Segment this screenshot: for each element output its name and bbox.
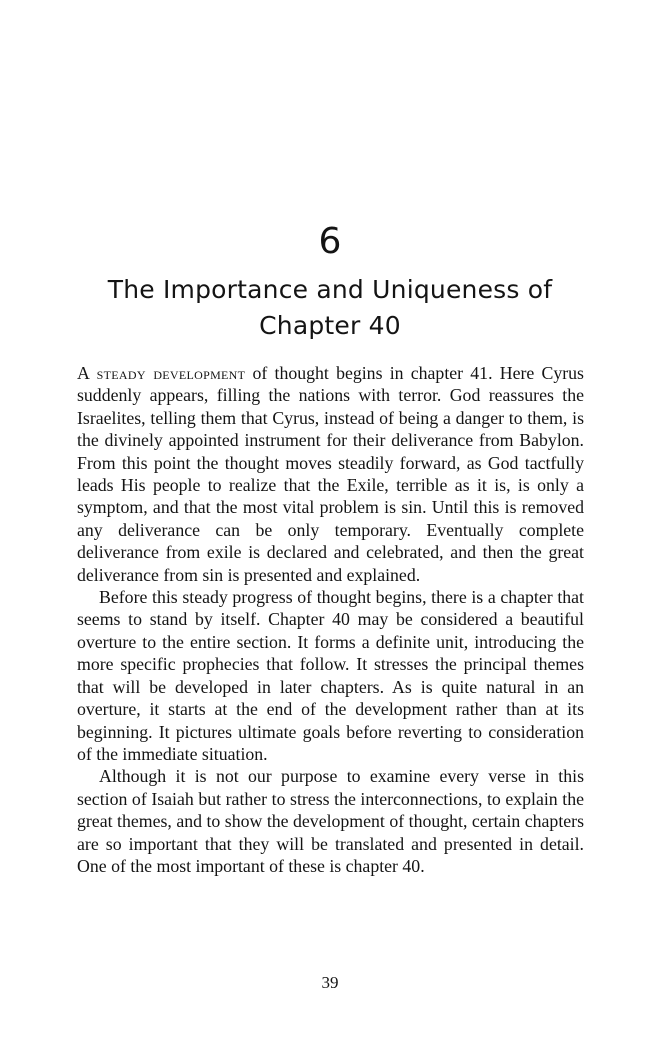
- paragraph-1: [77, 362, 584, 586]
- paragraph-1-text: of thought begins in chapter 41. Here Cyrus suddenly appears, filling the nations with terror. God reassures the Israelites, telling them that Cyrus, instead of being a danger to them, is the divinely appointed instrument for their deliverance from Babylon. From this point the thought moves steadily forward, as God tactfully leads His people to realize that the Exile, terrible as it is, is only a symptom, and that the most vital problem is sin. Until this is removed any deliverance can be only temporary. Eventually complete deliverance from exile is declared and celebrated, and then the great deliverance from sin is presented and explained.: [77, 363, 584, 585]
- paragraph-2: Before this steady progress of thought begins, there is a chapter that seems to stand by itself. Chapter 40 may be considered a beautiful overture to the entire section. It forms a definite unit, introducing the more specific prophecies that follow. It stresses the principal themes that will be developed in later chapters. As is quite natural in an overture, it starts at the end of the development rather than at its beginning. It pictures ultimate goals before reverting to consideration of the immediate situation.: [77, 587, 584, 764]
- chapter-body: [77, 362, 584, 877]
- page-number: 39: [321, 973, 339, 992]
- paragraph-3: Although it is not our purpose to examine every verse in this section of Isaiah but rather to stress the interconnections, to explain the great themes, and to show the development of thought, certain chapters are so important that they will be translated and presented in detail. One of the most important of these is chapter 40.: [77, 766, 584, 876]
- paragraph-lead-smallcaps: A steady development: [77, 363, 246, 383]
- chapter-number: 6: [318, 221, 342, 262]
- chapter-title: The Importance and Uniqueness of Chapter 40: [107, 275, 553, 340]
